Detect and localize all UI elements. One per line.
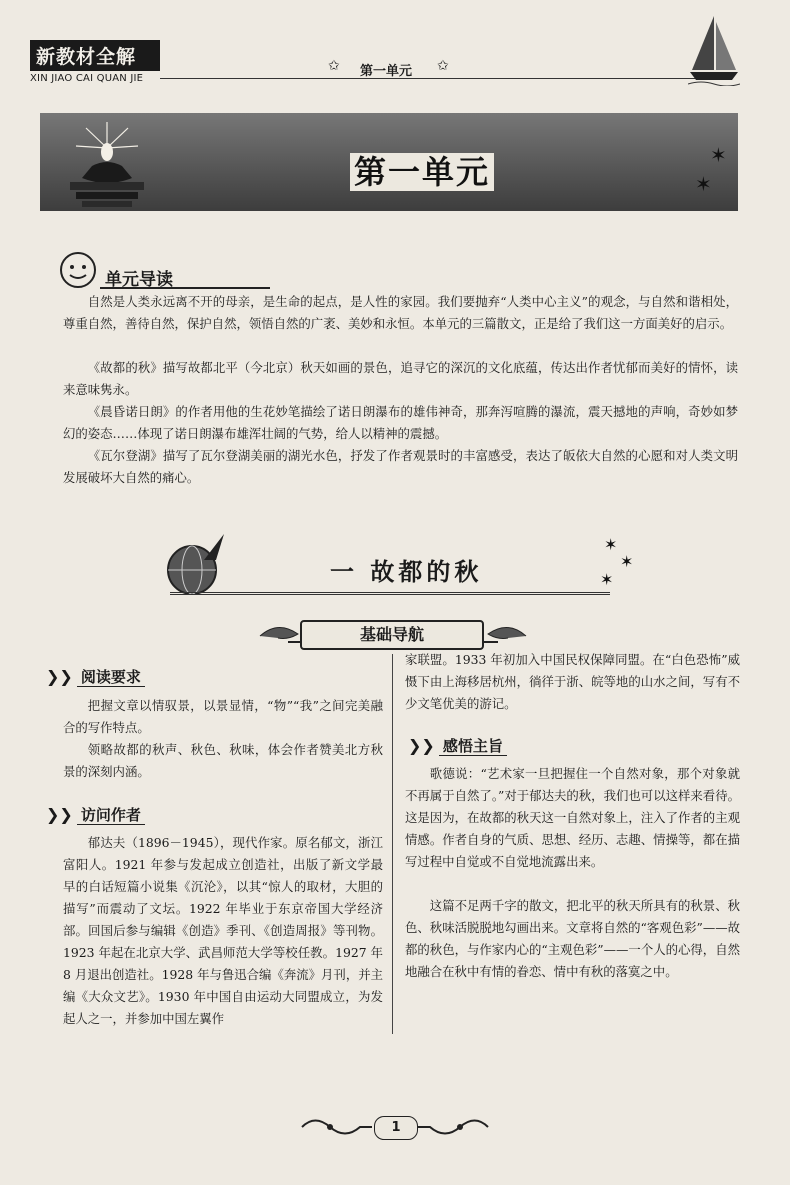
basic-navigation-label: 基础导航 xyxy=(300,620,484,650)
brand-pinyin: XIN JIAO CAI QUAN JIE xyxy=(30,73,144,84)
lesson-title-rule xyxy=(170,592,610,595)
intro-paragraph: 《晨昏诺日朗》的作者用他的生花妙笔描绘了诺日朗瀑布的雄伟神奇，那奔泻喧腾的瀑流，震天撼地的声响，奇妙如梦幻的姿态……体现了诺日朗瀑布雄浑壮阔的气势，给人以精神的震撼。 xyxy=(63,404,738,441)
intro-heading-rule xyxy=(100,287,270,289)
double-chevron-icon: ❯❯ xyxy=(46,805,73,824)
intro-paragraph: 《故都的秋》描写故都北平（今北京）秋天如画的景色，追寻它的深沉的文化底蕴，传达出作者忧郁而美好的情怀，读来意味隽永。 xyxy=(63,360,738,397)
header-star-icon: ✩ xyxy=(328,58,340,74)
reading-requirements-heading: ❯❯ 阅读要求 xyxy=(46,666,145,687)
star-icon: ✶ xyxy=(600,570,614,589)
theme-insight-heading: ❯❯ 感悟主旨 xyxy=(408,735,507,756)
unit-intro-heading: 单元导读 xyxy=(105,270,173,290)
insight-paragraph: 歌德说：“艺术家一旦把握住一个自然对象，那个对象就不再属于自然了。”对于郁达夫的秋，我们也可以这样来看待。这是因为，在故都的秋天这一自然对象上，注入了作者的主观情感。作者自身的气质、思想、经历、志趣、情操等，都在描写过程中自觉或不自觉地流露出来。 xyxy=(405,766,740,869)
double-chevron-icon: ❯❯ xyxy=(408,736,435,755)
globe-quill-icon xyxy=(160,530,230,600)
lesson-title xyxy=(330,552,482,587)
double-chevron-icon: ❯❯ xyxy=(46,667,73,686)
author-bio-continued: 家联盟。1933 年初加入中国民权保障同盟。在“白色恐怖”威慑下由上海移居杭州，徜徉于浙、皖等地的山水之间，写有不少文笔优美的游记。 xyxy=(405,652,740,711)
intro-paragraph: 自然是人类永远离不开的母亲，是生命的起点，是人性的家园。我们要抛弃“人类中心主义”的观念，与自然和谐相处，尊重自然，善待自然，保护自然，领悟自然的广袤、美妙和永恒。本单元的三篇散文，正是给了我们这一方面美好的启示。 xyxy=(63,294,738,331)
unit-title: 第一单元 xyxy=(350,147,494,193)
page-number: 1 xyxy=(374,1116,418,1140)
column-divider xyxy=(392,654,393,1034)
reader-face-icon xyxy=(58,250,98,290)
intro-paragraph: 《瓦尔登湖》描写了瓦尔登湖美丽的湖光水色，抒发了作者观景时的丰富感受，表达了皈依大自然的心愿和对人类文明发展破坏大自然的痛心。 xyxy=(63,448,738,485)
brand-logo xyxy=(30,40,160,84)
reading-requirement: 把握文章以情驭景，以景显情，“物”“我”之间完美融合的写作特点。 xyxy=(63,698,383,735)
lesson-number: 一 xyxy=(330,558,358,586)
header-star-icon: ✩ xyxy=(437,58,449,74)
about-author-heading: ❯❯ 访问作者 xyxy=(46,804,145,825)
lesson-name: 故都的秋 xyxy=(370,558,483,586)
star-icon: ✶ xyxy=(620,552,634,571)
header-rule xyxy=(160,78,730,79)
sailboat-icon xyxy=(688,14,740,86)
brand-title: 新教材全解 xyxy=(30,40,160,71)
insight-paragraph: 这篇不足两千字的散文，把北平的秋天所具有的秋景、秋色、秋味活脱脱地勾画出来。文章将自然的“客观色彩”——故都的秋色，与作家内心的“主观色彩”——一个人的心得，自然地融合在秋中有情的眷恋、情中有秋的落寞之中。 xyxy=(405,898,740,979)
oil-lamp-icon xyxy=(62,118,152,210)
star-icon: ✶ xyxy=(695,172,712,196)
star-icon: ✶ xyxy=(710,143,727,167)
reading-requirement: 领略故都的秋声、秋色、秋味，体会作者赞美北方秋景的深刻内涵。 xyxy=(63,742,383,779)
star-icon: ✶ xyxy=(604,535,618,554)
running-header-unit: 第一单元 xyxy=(360,64,413,79)
author-bio: 郁达夫（1896－1945），现代作家。原名郁文，浙江富阳人。1921 年参与发起成立创造社，出版了新文学最早的白话短篇小说集《沉沦》，以其“惊人的取材，大胆的描写”而震动了文坛。1922 年毕业于东京帝国大学经济部。回国后参与编辑《创造》季刊、《创造周报》等刊物。1923 年起在北京大学、武昌师范大学等校任教。1927 年 8 月退出创造社。1928 年与鲁迅合编《奔流》月刊，并主编《大众文艺》。1930 年中国自由运动大同盟成立，为发起人之一，并参加中国左翼作 xyxy=(63,835,383,1026)
